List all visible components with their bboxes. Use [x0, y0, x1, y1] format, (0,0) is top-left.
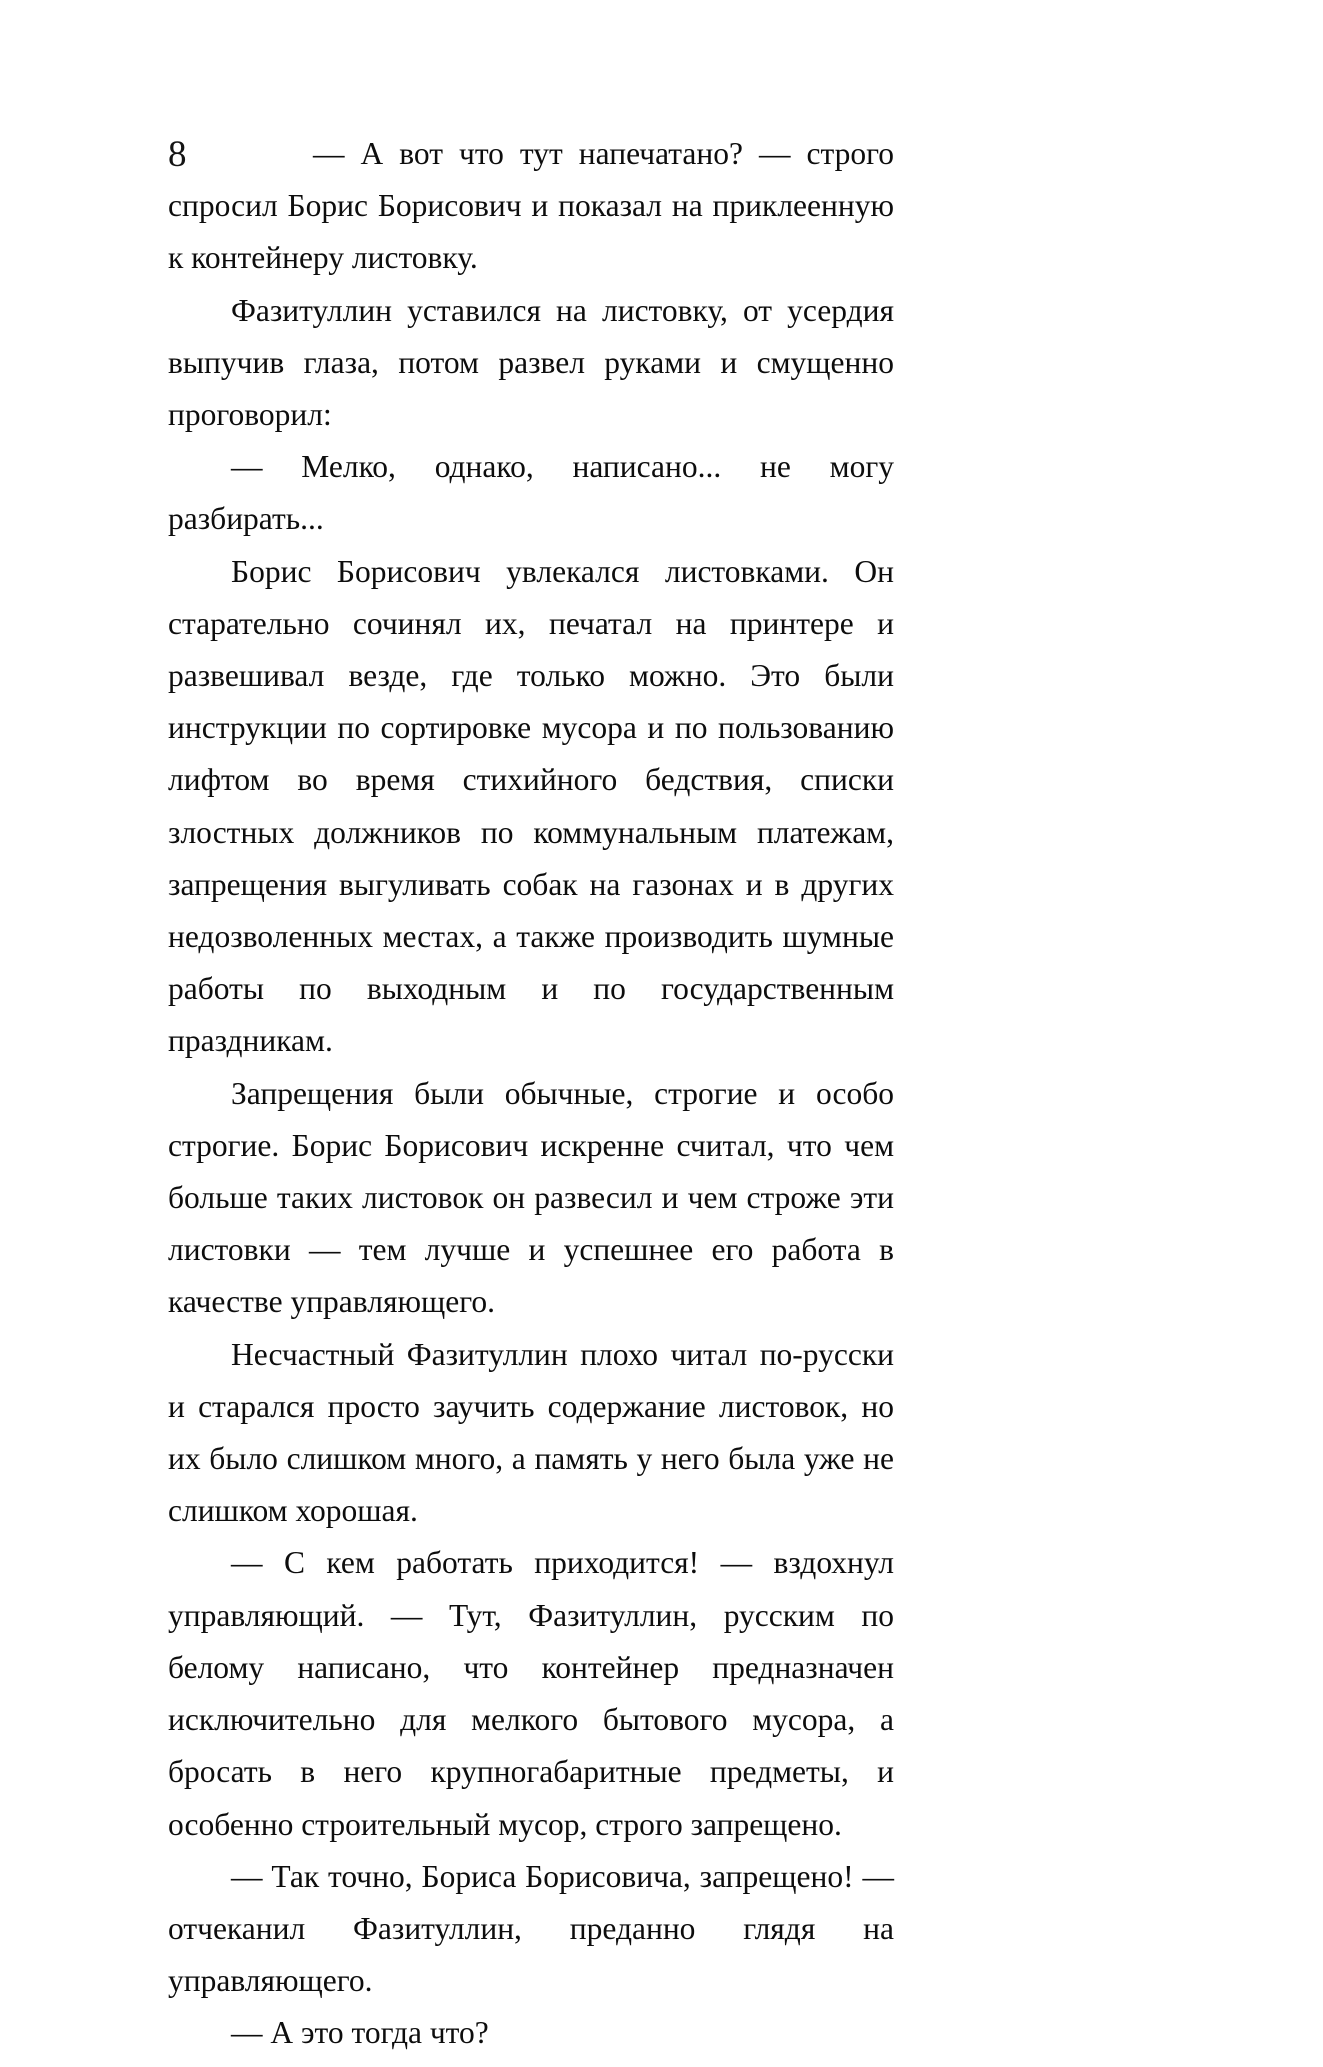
paragraph: — А вот что тут напечатано? — строго спросил Борис Борисович и показал на приклеенную к контейнеру листовку.: [168, 136, 894, 276]
page-text-column: [168, 128, 894, 2060]
paragraph: Запрещения были обычные, строгие и особо строгие. Борис Борисович искренне считал, что чем больше таких листовок он развесил и чем строже эти листовки — тем лучше и успешнее его работа в качестве управляющего.: [168, 1075, 894, 1320]
page-number: 8: [168, 134, 187, 175]
paragraph: — А это тогда что?: [231, 2015, 489, 2051]
paragraph: Несчастный Фазитуллин плохо читал по-русски и старался просто заучить содержание листовок, но их было слишком много, а память у него была уже не слишком хорошая.: [168, 1336, 894, 1529]
paragraph: Фазитуллин уставился на листовку, от усердия выпучив глаза, потом развел руками и смущенно проговорил:: [168, 292, 894, 433]
paragraph: Борис Борисович увлекался листовками. Он старательно сочинял их, печатал на принтере и развешивал везде, где только можно. Это были инструкции по сортировке мусора и по пользованию лифтом во время стихийного бедствия, списки злостных должников по коммунальным платежам, запрещения выгуливать собак на газонах и в других недозволенных местах, а также производить шумные работы по выходным и по государственным праздникам.: [168, 553, 894, 1059]
paragraph: — Мелко, однако, написано... не могу разбирать...: [168, 449, 894, 537]
paragraph: — С кем работать приходится! — вздохнул управляющий. — Тут, Фазитуллин, русским по белому написано, что контейнер предназначен исключительно для мелкого бытового мусора, а бросать в него крупногабаритные предметы, и особенно строительный мусор, строго запрещено.: [168, 1545, 894, 1842]
paragraph: — Так точно, Бориса Борисовича, запрещено! — отчеканил Фазитуллин, преданно глядя на управляющего.: [168, 1858, 894, 1999]
